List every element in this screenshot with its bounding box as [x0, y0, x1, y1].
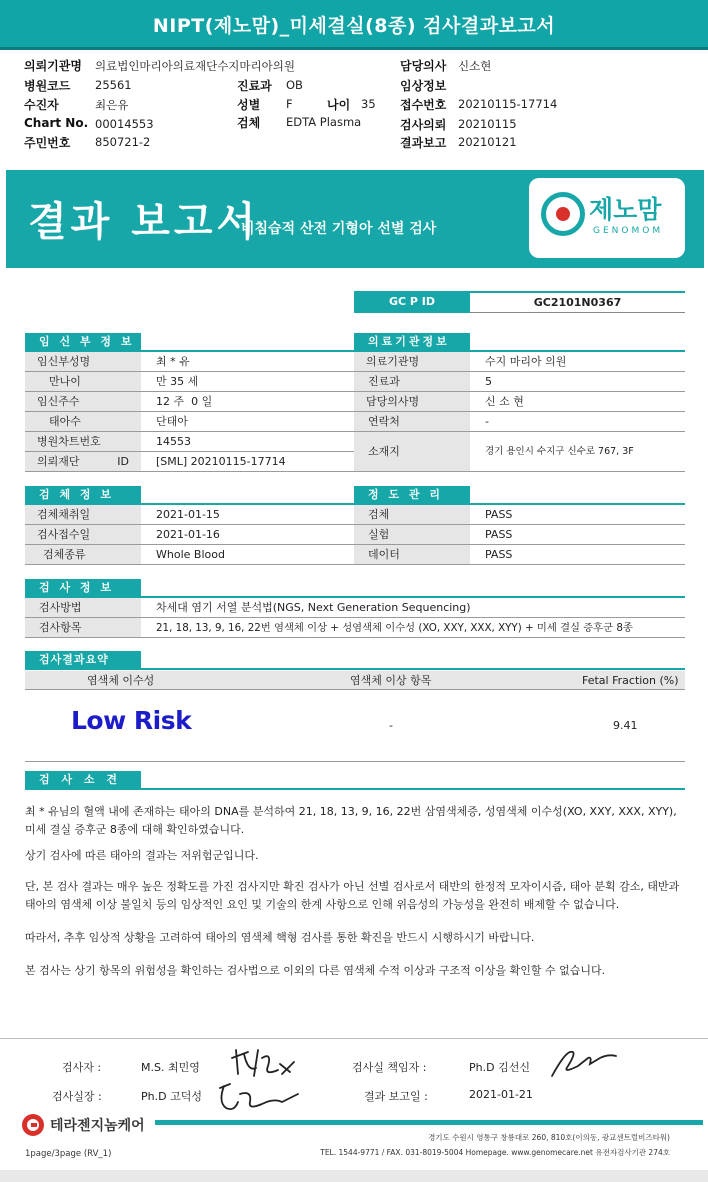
- row-value: 2021-01-16: [156, 528, 220, 541]
- chief-name: Ph.D 고덕성: [141, 1090, 202, 1103]
- row-label: 검사방법: [25, 598, 141, 617]
- row-value: PASS: [485, 508, 513, 521]
- row-label: 임신주수: [25, 392, 141, 411]
- row-value: -: [485, 415, 489, 428]
- chart-label: Chart No.: [24, 116, 89, 130]
- req-label: 검사의뢰: [400, 118, 447, 132]
- row-label: 진료과: [354, 372, 470, 391]
- table-row: [25, 372, 355, 392]
- report-title-bar: [0, 0, 708, 50]
- row-label: 만나이: [25, 372, 141, 391]
- examiner-signature-icon: [228, 1044, 300, 1084]
- abnormal-value: -: [389, 719, 393, 732]
- section-title-test: 검 사 정 보: [25, 579, 141, 596]
- rrn-value: 850721-2: [95, 135, 151, 149]
- director-label: 검사실 책임자 :: [352, 1061, 427, 1074]
- divider: [0, 1038, 708, 1039]
- table-row: [25, 505, 355, 525]
- table-row: [25, 598, 685, 618]
- pregnancy-table: [25, 352, 355, 472]
- summary-col-fetal-fraction: Fetal Fraction (%): [582, 674, 679, 687]
- report-banner: [6, 170, 704, 268]
- row-label: 의뢰재단 ID: [25, 452, 141, 471]
- table-row: [354, 412, 685, 432]
- report-title: NIPT(제노맘)_미세결실(8종) 검사결과보고서: [152, 15, 556, 37]
- finding-paragraph: 본 검사는 상기 항목의 위험성을 확인하는 검사법으로 이외의 다른 염색체 수적 이상과 구조적 이상을 확인할 수 없습니다.: [25, 964, 606, 977]
- table-row: [354, 545, 685, 565]
- table-row: [354, 372, 685, 392]
- summary-header: [25, 671, 685, 690]
- examiner-name: M.S. 최민영: [141, 1061, 200, 1074]
- table-row: [354, 505, 685, 525]
- row-label: 태아수: [25, 412, 141, 431]
- report-date-label: 결과 보고일 :: [364, 1090, 428, 1103]
- table-row: [354, 352, 685, 372]
- table-row: [354, 525, 685, 545]
- test-table: [25, 598, 685, 638]
- row-value: 12 주 0 일: [156, 395, 213, 408]
- inst-value: 의료법인마리아의료재단수지마리아의원: [95, 59, 295, 73]
- doc-value: 신소현: [458, 59, 492, 73]
- company-logo-icon: [22, 1114, 44, 1136]
- chief-label: 검사실장 :: [52, 1090, 102, 1103]
- institution-table: [354, 352, 685, 472]
- row-value: [SML] 20210115-17714: [156, 455, 286, 468]
- row-value: Whole Blood: [156, 548, 225, 561]
- row-value: PASS: [485, 528, 513, 541]
- row-label: 검체: [354, 505, 470, 524]
- row-label: 실험: [354, 525, 470, 544]
- company-contact: TEL. 1544-9771 / FAX. 031-8019-5004 Homepage. www.genomecare.net 유전자검사기관 274호: [320, 1148, 670, 1157]
- rrn-label: 주민번호: [24, 136, 71, 150]
- summary-row: [25, 690, 685, 762]
- accno-label: 접수번호: [400, 98, 447, 112]
- chart-value: 00014553: [95, 117, 154, 131]
- row-label: 연락처: [354, 412, 470, 431]
- finding-paragraph: 따라서, 추후 임상적 상황을 고려하여 태아의 염색체 핵형 검사를 통한 확진을 반드시 시행하시기 바랍니다.: [25, 931, 535, 944]
- code-value: 25561: [95, 78, 132, 92]
- table-row: [25, 452, 355, 472]
- row-value: 신 소 현: [485, 395, 524, 408]
- specimen-table: [25, 505, 355, 565]
- dept-value: OB: [286, 78, 303, 92]
- age-value: 35: [361, 97, 376, 111]
- section-title-summary: 검사결과요약: [25, 651, 141, 668]
- row-value: 수지 마리아 의원: [485, 355, 567, 368]
- section-title-qc: 정 도 관 리: [354, 486, 470, 503]
- section-title-pregnancy: 임 신 부 정 보: [25, 333, 141, 350]
- row-label: 검사항목: [25, 618, 141, 637]
- row-value: 2021-01-15: [156, 508, 220, 521]
- company-address: 경기도 수원시 영통구 창룡대로 260, 810호(이의동, 광교센트럴비즈타워): [428, 1133, 670, 1142]
- banner-subtitle: 비침습적 산전 기형아 선별 검사: [241, 221, 437, 237]
- table-row: [25, 432, 355, 452]
- row-label: 병원차트번호: [25, 432, 141, 451]
- row-label: 데이터: [354, 545, 470, 564]
- row-label: 의료기관명: [354, 352, 470, 371]
- table-row: [25, 412, 355, 432]
- logo-subtext: GENOMOM: [593, 226, 664, 236]
- section-title-specimen: 검 체 정 보: [25, 486, 141, 503]
- report-date-value: 2021-01-21: [469, 1088, 533, 1101]
- page-bottom-margin: [0, 1170, 708, 1182]
- code-label: 병원코드: [24, 79, 71, 93]
- recv-value: 최은유: [95, 98, 129, 112]
- sex-value: F: [286, 97, 293, 111]
- summary-col-abnormal: 염색체 이상 항목: [350, 674, 432, 687]
- summary-col-aneuploidy: 염색체 이수성: [87, 674, 155, 687]
- table-row: [25, 545, 355, 565]
- footer-rule: [155, 1120, 703, 1125]
- section-title-findings: 검 사 소 견: [25, 771, 141, 788]
- row-label: 검체채취일: [25, 505, 141, 524]
- section-title-institution: 의료기관정보: [354, 333, 470, 350]
- accno-value: 20210115-17714: [458, 97, 558, 111]
- table-row: [25, 618, 685, 638]
- row-value: 경기 용인시 수지구 신수로 767, 3F: [485, 446, 634, 457]
- row-value: PASS: [485, 548, 513, 561]
- page-number: 1page/3page (RV_1): [25, 1149, 112, 1159]
- genomom-logo: [529, 178, 685, 258]
- fetal-fraction-value: 9.41: [613, 719, 638, 732]
- row-label: 소재지: [354, 432, 470, 471]
- req-value: 20210115: [458, 117, 517, 131]
- section-rule: [25, 788, 685, 790]
- inst-label: 의뢰기관명: [24, 59, 82, 73]
- recv-label: 수진자: [24, 98, 59, 112]
- director-signature-icon: [548, 1044, 620, 1084]
- sex-label: 성별: [237, 98, 261, 112]
- company-name: 테라젠지놈케어: [50, 1118, 145, 1134]
- gcpid-label: GC P ID: [354, 291, 470, 313]
- row-label: 담당의사명: [354, 392, 470, 411]
- logo-mark-icon: [541, 192, 585, 236]
- rep-label: 결과보고: [400, 136, 447, 150]
- risk-result: Low Risk: [71, 706, 192, 735]
- gcpid-value: GC2101N0367: [470, 291, 685, 313]
- age-label: 나이: [327, 98, 351, 112]
- spec-label: 검체: [237, 116, 261, 130]
- row-value: 5: [485, 375, 492, 388]
- table-row: [354, 432, 685, 472]
- spec-value: EDTA Plasma: [286, 115, 362, 129]
- doc-label: 담당의사: [400, 59, 447, 73]
- finding-paragraph: 단, 본 검사 결과는 매우 높은 정확도를 가진 검사지만 확진 검사가 아닌 선별 검사로서 태반의 한정적 모자이시즘, 태아 분획 감소, 태반과 태아의 염색체 이상 불일치 등의 임상적인 요인 및 기술의 한계 사항으로 인해 위음성의 가능성을 완전히 배제할 수 없습니다.: [25, 880, 680, 911]
- row-value: 단태아: [156, 415, 188, 428]
- row-value: 14553: [156, 435, 191, 448]
- table-row: [25, 352, 355, 372]
- examiner-label: 검사자 :: [62, 1061, 102, 1074]
- row-value: 최 * 유: [156, 355, 190, 368]
- logo-text: 제노맘: [589, 195, 662, 224]
- row-value: 만 35 세: [156, 375, 199, 388]
- row-label: 검사접수일: [25, 525, 141, 544]
- section-rule: [25, 668, 685, 670]
- rep-value: 20210121: [458, 135, 517, 149]
- director-name: Ph.D 김선신: [469, 1061, 530, 1074]
- dept-label: 진료과: [237, 79, 272, 93]
- table-row: [25, 525, 355, 545]
- row-label: 검체종류: [25, 545, 141, 564]
- banner-title: 결과 보고서: [28, 199, 260, 245]
- qc-table: [354, 505, 685, 565]
- table-row: [354, 392, 685, 412]
- row-value: 21, 18, 13, 9, 16, 22번 염색체 이상 + 성염색체 이수성 (XO, XXY, XXX, XYY) + 미세 결실 증후군 8종: [156, 622, 633, 634]
- finding-paragraph: 상기 검사에 따른 태아의 결과는 저위험군입니다.: [25, 849, 259, 862]
- finding-paragraph: 최 * 유님의 혈액 내에 존재하는 태아의 DNA를 분석하여 21, 18, 13, 9, 16, 22번 삼염색체증, 성염색체 이수성(XO, XXY, XXX, XYY), 미세 결실 증후군 8종에 대해 확인하였습니다.: [25, 805, 677, 836]
- clin-label: 임상정보: [400, 79, 447, 93]
- row-label: 임신부성명: [25, 352, 141, 371]
- chief-signature-icon: [212, 1080, 302, 1116]
- row-value: 차세대 염기 서열 분석법(NGS, Next Generation Sequencing): [156, 601, 471, 614]
- table-row: [25, 392, 355, 412]
